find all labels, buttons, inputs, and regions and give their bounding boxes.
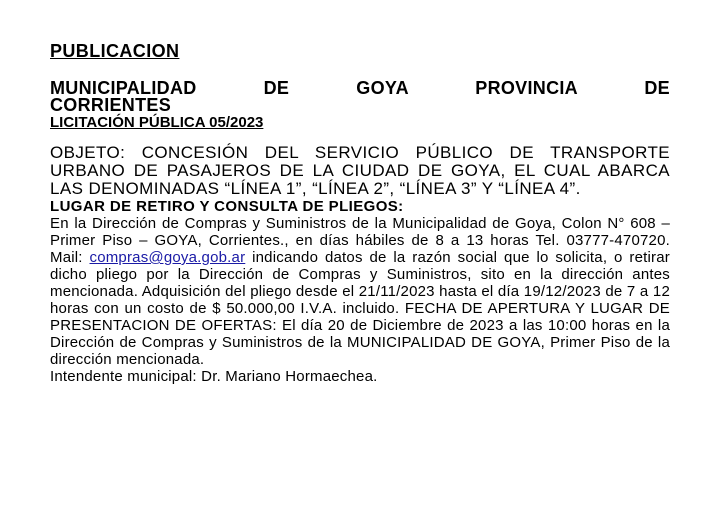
publication-notice (50, 42, 670, 385)
body-paragraph (50, 215, 670, 368)
place-heading: LUGAR DE RETIRO Y CONSULTA DE PLIEGOS: (50, 198, 404, 215)
mail-link[interactable]: compras@goya.gob.ar (89, 249, 246, 266)
signer-line: Intendente municipal: Dr. Mariano Hormaechea. (50, 368, 378, 385)
organization-name (50, 80, 670, 114)
organization-line-2: CORRIENTES (50, 95, 172, 115)
publication-heading: PUBLICACION (50, 41, 180, 61)
tender-title: LICITACIÓN PÚBLICA 05/2023 (50, 114, 264, 131)
body-text-before-mail: En la Dirección de Compras y Suministros de la Municipalidad de Goya, Colon N° 608 – Primer Piso – GOYA, Corrientes., en días hábiles de 8 a 13 horas Tel. 03777-470720. Mail: (50, 215, 670, 266)
body-text-after-mail: indicando datos de la razón social que lo solicita, o retirar dicho pliego por la Dirección de Compras y Suministros, sito en la dirección antes mencionada. Adquisición del pliego desde el 21/11/2023 hasta el día 19/12/2023 de 7 a 12 horas con un costo de $ 50.000,00 I.V.A. incluido. FECHA DE APERTURA Y LUGAR DE PRESENTACION DE OFERTAS: El día 20 de Diciembre de 2023 a las 10:00 horas en la Dirección de Compras y Suministros de la MUNICIPALIDAD DE GOYA, Primer Piso de la dirección mencionada. (50, 249, 670, 368)
organization-line-1: MUNICIPALIDAD DE GOYA PROVINCIA DE (50, 78, 670, 98)
object-paragraph: OBJETO: CONCESIÓN DEL SERVICIO PÚBLICO DE TRANSPORTE URBANO DE PASAJEROS DE LA CIUDAD DE GOYA, EL CUAL ABARCA LAS DENOMINADAS “LÍNEA 1”, “LÍNEA 2”, “LÍNEA 3” Y “LÍNEA 4”. (50, 143, 670, 198)
